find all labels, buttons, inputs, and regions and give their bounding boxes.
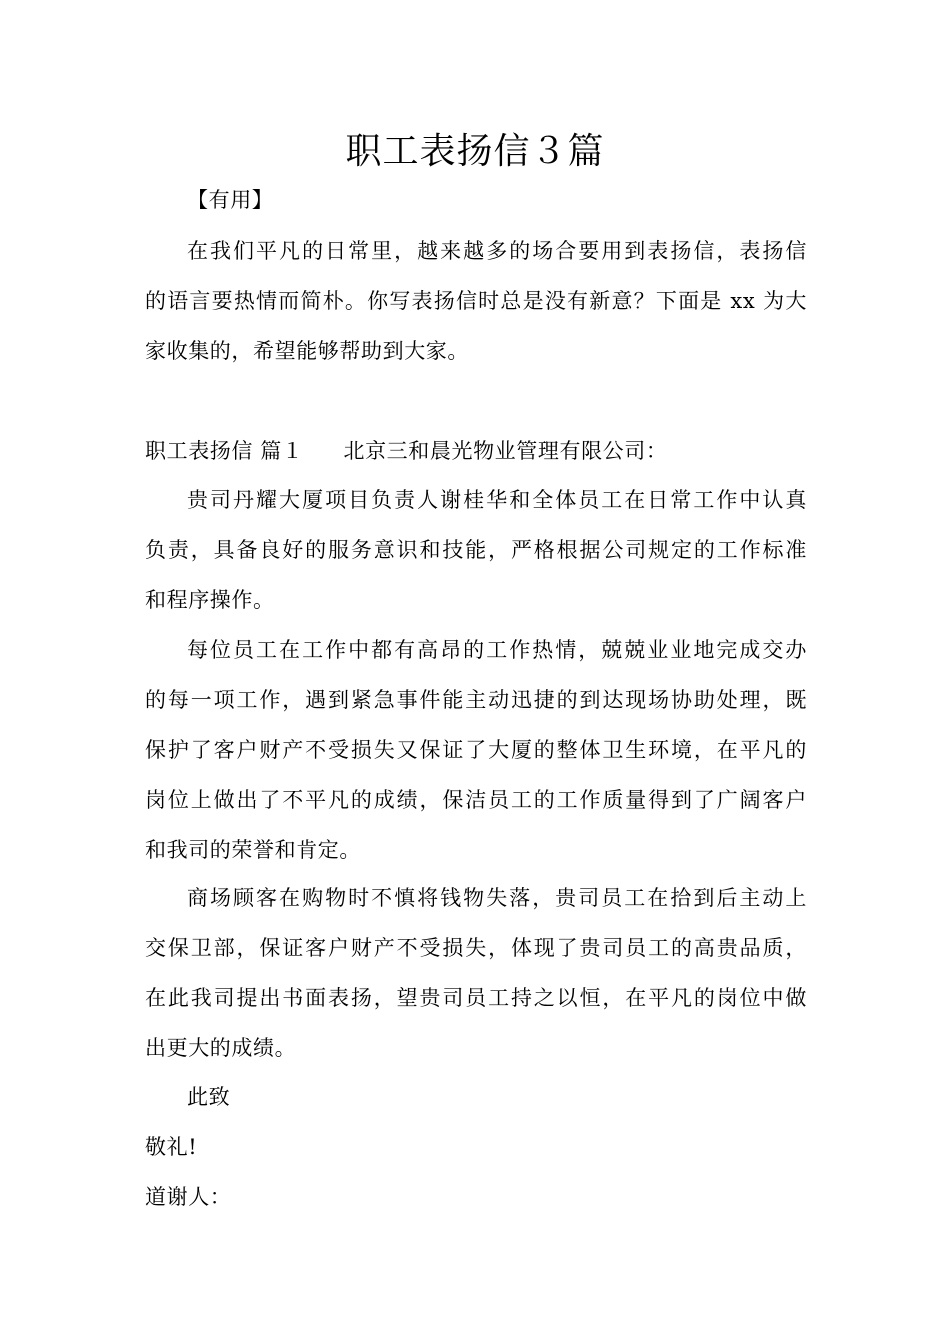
closing-regards: 敬礼! <box>145 1135 198 1159</box>
document-tag: 【有用】 <box>187 188 274 212</box>
document-title: 职工表扬信３篇 <box>345 131 605 172</box>
paragraph-line: 保护了客户财产不受损失又保证了大厦的整体卫生环境，在平凡的 <box>145 738 807 762</box>
paragraph-line: 商场顾客在购物时不慎将钱物失落，贵司员工在拾到后主动上 <box>187 886 807 910</box>
section-heading: 职工表扬信 篇１ <box>145 439 304 463</box>
closing-signer: 道谢人： <box>145 1185 232 1209</box>
paragraph-line: 每位员工在工作中都有高昂的工作热情，兢兢业业地完成交办 <box>187 638 807 662</box>
closing-salute: 此致 <box>187 1085 231 1109</box>
intro-line: 的语言要热情而简朴。你写表扬信时总是没有新意？下面是 xx 为大 <box>145 289 807 313</box>
section-heading-row <box>145 436 667 466</box>
paragraph-line: 贵司丹耀大厦项目负责人谢桂华和全体员工在日常工作中认真 <box>187 488 807 512</box>
paragraph-line: 负责，具备良好的服务意识和技能，严格根据公司规定的工作标准 <box>145 538 807 562</box>
paragraph-line: 的每一项工作，遇到紧急事件能主动迅捷的到达现场协助处理，既 <box>145 688 807 712</box>
paragraph-line: 交保卫部，保证客户财产不受损失，体现了贵司员工的高贵品质， <box>145 936 807 960</box>
paragraph-line: 和程序操作。 <box>145 588 275 612</box>
paragraph-line: 出更大的成绩。 <box>145 1036 297 1060</box>
letter-recipient: 北京三和晨光物业管理有限公司： <box>343 439 668 463</box>
paragraph-line: 岗位上做出了不平凡的成绩，保洁员工的工作质量得到了广阔客户 <box>145 788 807 812</box>
intro-line: 家收集的，希望能够帮助到大家。 <box>145 339 469 363</box>
paragraph-line: 和我司的荣誉和肯定。 <box>145 838 361 862</box>
intro-line: 在我们平凡的日常里，越来越多的场合要用到表扬信，表扬信 <box>187 239 807 263</box>
paragraph-line: 在此我司提出书面表扬，望贵司员工持之以恒，在平凡的岗位中做 <box>145 986 807 1010</box>
